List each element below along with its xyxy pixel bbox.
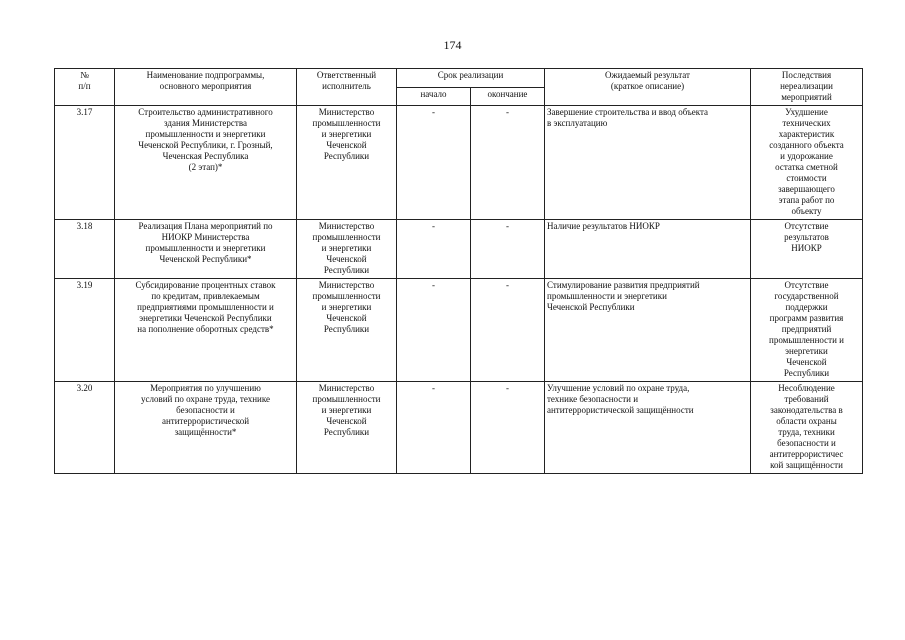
- row-num: 3.17: [55, 106, 115, 220]
- row-responsible: Министерство промышленности и энергетики Чеченской Республики: [297, 220, 397, 279]
- header-term: Срок реализации: [397, 69, 545, 88]
- row-responsible: Министерство промышленности и энергетики Чеченской Республики: [297, 382, 397, 474]
- row-consequences: Отсутствие результатов НИОКР: [751, 220, 863, 279]
- row-start: -: [397, 382, 471, 474]
- row-result: Завершение строительства и ввод объекта в эксплуатацию: [545, 106, 751, 220]
- header-start: начало: [397, 87, 471, 106]
- header-name: Наименование подпрограммы, основного мероприятия: [115, 69, 297, 106]
- row-name: Реализация Плана мероприятий по НИОКР Министерства промышленности и энергетики Чеченской Республики*: [115, 220, 297, 279]
- header-num: № п/п: [55, 69, 115, 106]
- row-result: Наличие результатов НИОКР: [545, 220, 751, 279]
- row-responsible: Министерство промышленности и энергетики Чеченской Республики: [297, 279, 397, 382]
- row-result: Улучшение условий по охране труда, технике безопасности и антитеррористической защищённости: [545, 382, 751, 474]
- row-end: -: [471, 106, 545, 220]
- header-consequences: Последствия нереализации мероприятий: [751, 69, 863, 106]
- header-row: [55, 69, 863, 88]
- header-end: окончание: [471, 87, 545, 106]
- row-end: -: [471, 279, 545, 382]
- measures-table: [54, 68, 863, 474]
- table-row: [55, 220, 863, 279]
- row-end: -: [471, 220, 545, 279]
- row-end: -: [471, 382, 545, 474]
- header-result: Ожидаемый результат (краткое описание): [545, 69, 751, 106]
- row-responsible: Министерство промышленности и энергетики Чеченской Республики: [297, 106, 397, 220]
- row-result: Стимулирование развития предприятий промышленности и энергетики Чеченской Республики: [545, 279, 751, 382]
- row-start: -: [397, 279, 471, 382]
- header-responsible: Ответственный исполнитель: [297, 69, 397, 106]
- table-row: [55, 106, 863, 220]
- table-row: [55, 279, 863, 382]
- row-name: Субсидирование процентных ставок по кредитам, привлекаемым предприятиями промышленности и энергетики Чеченской Республики на пополнение оборотных средств*: [115, 279, 297, 382]
- row-consequences: Несоблюдение требований законодательства в области охраны труда, техники безопасности и антитеррористичес кой защищённости: [751, 382, 863, 474]
- row-consequences: Ухудшение технических характеристик созданного объекта и удорожание остатка сметной стоимости завершающего этапа работ по объекту: [751, 106, 863, 220]
- row-num: 3.19: [55, 279, 115, 382]
- row-consequences: Отсутствие государственной поддержки программ развития предприятий промышленности и энергетики Чеченской Республики: [751, 279, 863, 382]
- row-num: 3.18: [55, 220, 115, 279]
- row-name: Строительство административного здания Министерства промышленности и энергетики Чеченской Республики, г. Грозный, Чеченская Республика (2 этап)*: [115, 106, 297, 220]
- row-num: 3.20: [55, 382, 115, 474]
- row-name: Мероприятия по улучшению условий по охране труда, технике безопасности и антитеррористической защищённости*: [115, 382, 297, 474]
- table-row: [55, 382, 863, 474]
- row-start: -: [397, 106, 471, 220]
- page-number: 174: [443, 38, 462, 52]
- row-start: -: [397, 220, 471, 279]
